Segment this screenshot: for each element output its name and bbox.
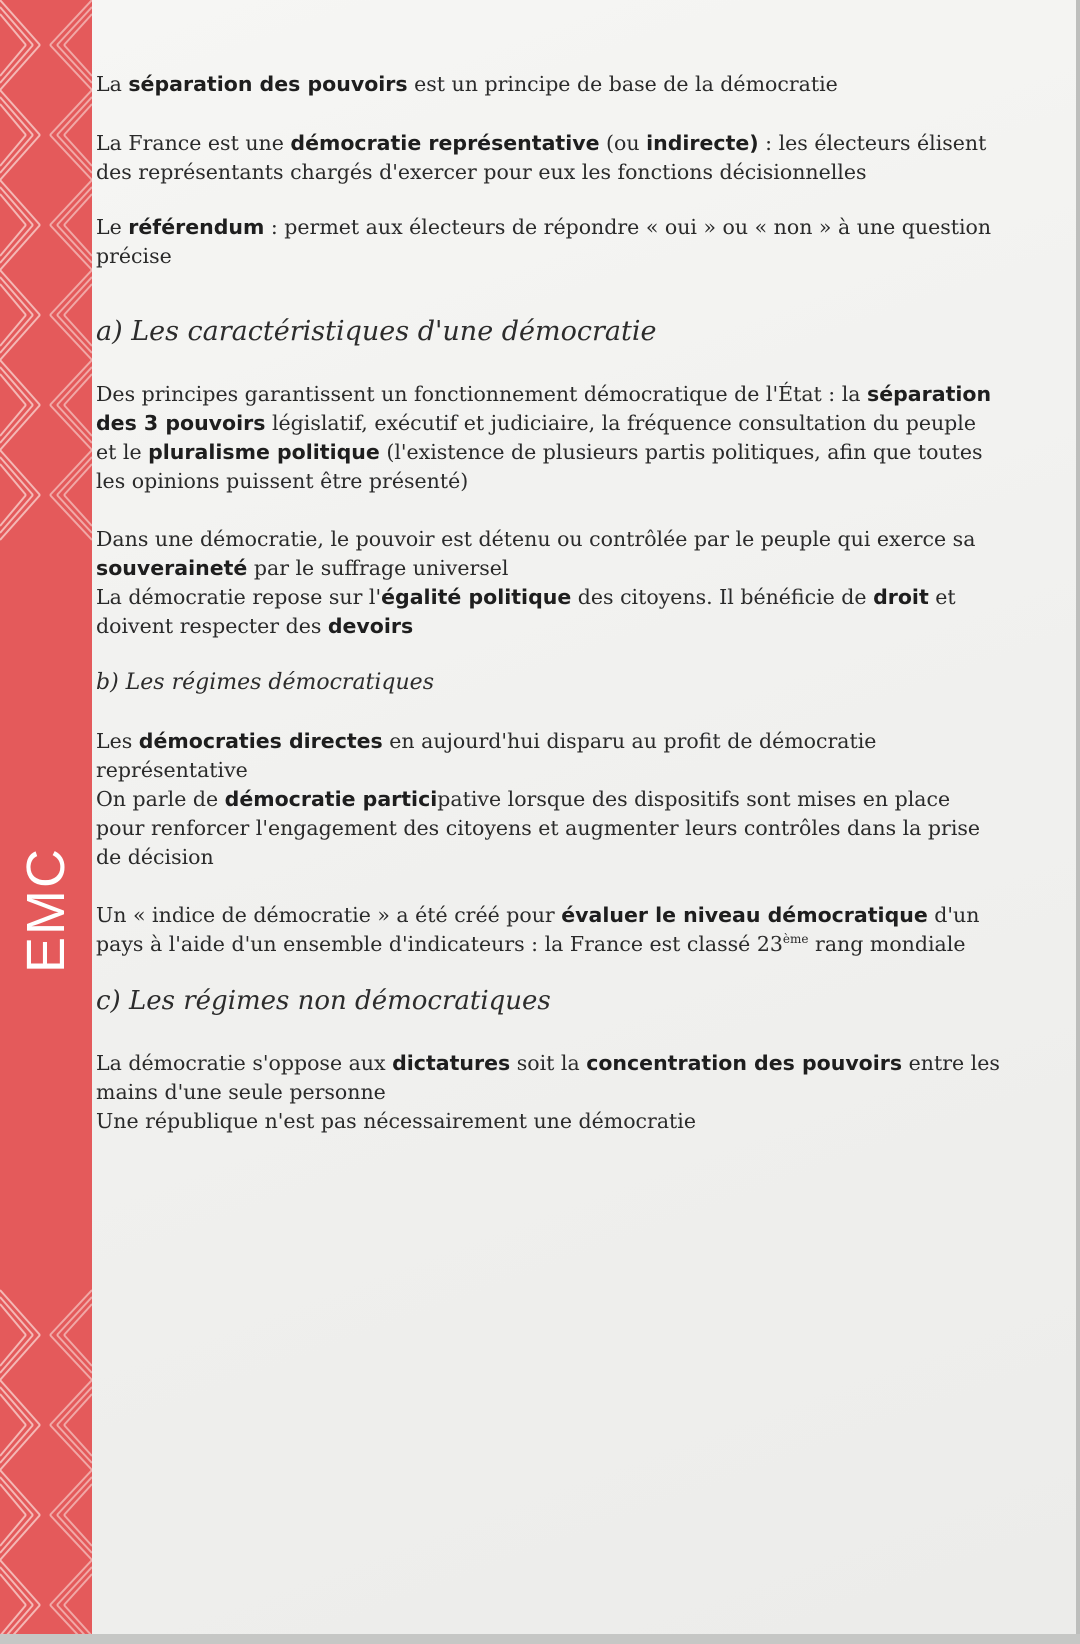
pattern-line xyxy=(57,1567,92,1605)
pattern-line xyxy=(0,14,26,45)
pattern-line xyxy=(0,405,26,436)
pattern-line xyxy=(0,7,33,45)
pattern-line xyxy=(0,1515,33,1553)
pattern-line xyxy=(0,284,26,315)
pattern-line xyxy=(0,367,33,405)
pattern-line xyxy=(57,1515,92,1553)
heading-section-a: a) Les caractéristiques d'une démocratie xyxy=(96,316,657,347)
pattern-line xyxy=(0,495,26,526)
pattern-line xyxy=(0,1425,26,1456)
section-a-equality: La démocratie repose sur l'égalité politique des citoyens. Il bénéficie de droit et doivent respecter des devoirs xyxy=(96,585,956,638)
pattern-line xyxy=(0,1304,26,1335)
heading-section-c: c) Les régimes non démocratiques xyxy=(96,986,551,1016)
pattern-line xyxy=(64,1425,92,1456)
section-b-direct-democracy: Les démocraties directes en aujourd'hui disparu au profit de démocratie représentative xyxy=(96,729,877,782)
pattern-line xyxy=(0,194,26,225)
pattern-line xyxy=(64,464,92,495)
pattern-line xyxy=(0,45,26,76)
pattern-line xyxy=(0,135,26,166)
pattern-line xyxy=(0,97,33,135)
pattern-line xyxy=(0,1605,26,1634)
pattern-line xyxy=(64,225,92,256)
pattern-line xyxy=(64,374,92,405)
pattern-line xyxy=(57,7,92,45)
pattern-line xyxy=(57,135,92,173)
pattern-line xyxy=(57,187,92,225)
pattern-line xyxy=(57,457,92,495)
section-b-democracy-index: Un « indice de démocratie » a été créé pour évaluer le niveau démocratique d'un pays à l'aide d'un ensemble d'indicateurs : la France est classé 23ème rang mondiale xyxy=(96,903,980,956)
pattern-line xyxy=(57,97,92,135)
pattern-line xyxy=(0,464,26,495)
pattern-line xyxy=(64,1394,92,1425)
intro-representative-democracy: La France est une démocratie représentative (ou indirecte) : les électeurs élisent des représentants chargés d'exercer pour eux les fonctions décisionnelles xyxy=(96,131,987,184)
pattern-line xyxy=(64,1574,92,1605)
subject-label: EMC xyxy=(16,847,76,973)
section-c-dictatorships: La démocratie s'oppose aux dictatures soit la concentration des pouvoirs entre les mains d'une seule personne xyxy=(96,1051,1000,1104)
pattern-line xyxy=(57,405,92,443)
pattern-line xyxy=(64,14,92,45)
pattern-line xyxy=(57,1335,92,1373)
pattern-line xyxy=(0,1335,26,1366)
page-bottom-edge xyxy=(0,1634,1080,1644)
pattern-line xyxy=(57,315,92,353)
pattern-line xyxy=(57,1387,92,1425)
pattern-line xyxy=(0,1387,33,1425)
subject-sidebar xyxy=(0,0,92,1634)
pattern-line xyxy=(64,135,92,166)
pattern-line xyxy=(0,1574,26,1605)
pattern-line xyxy=(0,1567,33,1605)
pattern-line xyxy=(0,315,26,346)
pattern-line xyxy=(64,1484,92,1515)
pattern-line xyxy=(0,315,33,353)
pattern-line xyxy=(64,1515,92,1546)
document-content xyxy=(96,70,1001,1136)
pattern-line xyxy=(64,104,92,135)
pattern-line xyxy=(64,45,92,76)
pattern-line xyxy=(0,1394,26,1425)
pattern-line xyxy=(57,277,92,315)
pattern-line xyxy=(57,1425,92,1463)
pattern-line xyxy=(0,374,26,405)
pattern-line xyxy=(0,225,26,256)
pattern-line xyxy=(64,284,92,315)
pattern-line xyxy=(0,1477,33,1515)
pattern-line xyxy=(64,194,92,225)
pattern-line xyxy=(0,1484,26,1515)
diamond-pattern xyxy=(0,0,92,1634)
pattern-line xyxy=(64,405,92,436)
heading-section-b: b) Les régimes démocratiques xyxy=(96,670,434,695)
pattern-line xyxy=(0,1515,26,1546)
pattern-line xyxy=(0,45,33,83)
intro-separation-powers: La séparation des pouvoirs est un principe de base de la démocratie xyxy=(96,72,838,96)
pattern-line xyxy=(0,495,33,533)
pattern-line xyxy=(57,1477,92,1515)
pattern-line xyxy=(64,1335,92,1366)
pattern-line xyxy=(64,495,92,526)
section-a-sovereignty: Dans une démocratie, le pouvoir est détenu ou contrôlée par le peuple qui exerce sa souveraineté par le suffrage universel xyxy=(96,527,976,580)
section-a-principles: Des principes garantissent un fonctionnement démocratique de l'État : la séparation des 3 pouvoirs législatif, exécutif et judiciaire, la fréquence consultation du peuple et le pluralisme politique (l'existence de plusieurs partis politiques, afin que toutes les opinions puissent être présenté) xyxy=(96,382,992,493)
pattern-line xyxy=(0,1297,33,1335)
section-c-republic: Une république n'est pas nécessairement une démocratie xyxy=(96,1109,696,1133)
intro-referendum: Le référendum : permet aux électeurs de répondre « oui » ou « non » à une question précise xyxy=(96,215,992,268)
page-edge xyxy=(1076,0,1080,1644)
pattern-line xyxy=(0,405,33,443)
pattern-line xyxy=(64,1605,92,1634)
pattern-line xyxy=(0,225,33,263)
pattern-line xyxy=(0,1425,33,1463)
pattern-line xyxy=(57,367,92,405)
pattern-line xyxy=(64,1304,92,1335)
pattern-line xyxy=(0,1335,33,1373)
pattern-line xyxy=(57,1297,92,1335)
pattern-line xyxy=(57,225,92,263)
pattern-line xyxy=(0,135,33,173)
section-b-participatory-democracy: On parle de démocratie participative lorsque des dispositifs sont mises en place pour renforcer l'engagement des citoyens et augmenter leurs contrôles dans la prise de décision xyxy=(96,787,981,869)
pattern-line xyxy=(64,315,92,346)
pattern-line xyxy=(57,495,92,533)
pattern-line xyxy=(0,187,33,225)
pattern-line xyxy=(0,104,26,135)
pattern-line xyxy=(0,277,33,315)
pattern-line xyxy=(0,457,33,495)
pattern-line xyxy=(57,45,92,83)
